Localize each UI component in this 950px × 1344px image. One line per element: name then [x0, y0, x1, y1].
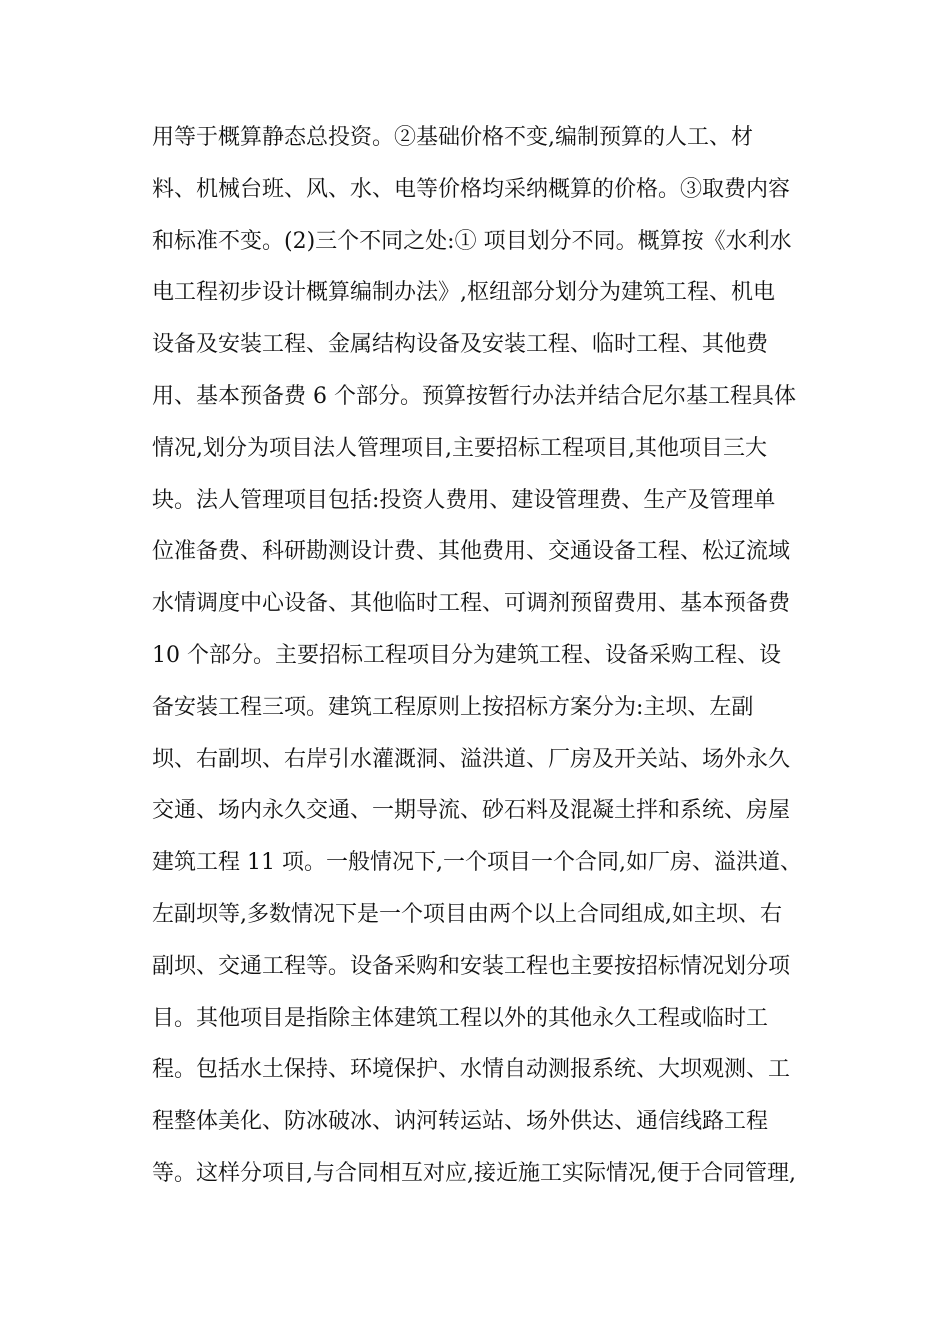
text-line: 水情调度中心设备、其他临时工程、可调剂预留费用、基本预备费 — [152, 591, 791, 617]
text-line: 副坝、交通工程等。设备采购和安装工程也主要按招标情况划分项 — [152, 953, 791, 979]
text-line: 和标准不变。(2)三个不同之处:① 项目划分不同。概算按《水利水 — [152, 228, 792, 254]
text-line: 交通、场内永久交通、一期导流、砂石料及混凝土拌和系统、房屋 — [152, 798, 791, 824]
text-line: 备安装工程三项。建筑工程原则上按招标方案分为:主坝、左副 — [152, 694, 754, 720]
text-line: 目。其他项目是指除主体建筑工程以外的其他永久工程或临时工 — [152, 1005, 769, 1031]
text-line: 设备及安装工程、金属结构设备及安装工程、临时工程、其他费 — [152, 332, 769, 358]
text-line: 块。法人管理项目包括:投资人费用、建设管理费、生产及管理单 — [152, 487, 776, 513]
body-text — [152, 118, 812, 1206]
text-line: 料、机械台班、风、水、电等价格均采纳概算的价格。③取费内容 — [152, 176, 791, 202]
text-line: 用、基本预备费 6 个部分。预算按暂行办法并结合尼尔基工程具体 — [152, 383, 796, 409]
text-line: 用等于概算静态总投资。②基础价格不变,编制预算的人工、材 — [152, 125, 753, 150]
text-line: 等。这样分项目,与合同相互对应,接近施工实际情况,便于合同管理, — [152, 1160, 796, 1186]
text-line: 电工程初步设计概算编制办法》,枢纽部分划分为建筑工程、机电 — [152, 280, 775, 306]
text-line: 坝、右副坝、右岸引水灌溉洞、溢洪道、厂房及开关站、场外永久 — [152, 746, 791, 772]
text-line: 程整体美化、防冰破冰、讷河转运站、场外供达、通信线路工程 — [152, 1109, 769, 1135]
text-line: 情况,划分为项目法人管理项目,主要招标工程项目,其他项目三大 — [152, 435, 767, 461]
text-line: 左副坝等,多数情况下是一个项目由两个以上合同组成,如主坝、右 — [152, 901, 782, 927]
text-line: 位准备费、科研勘测设计费、其他费用、交通设备工程、松辽流域 — [152, 539, 791, 565]
text-line: 程。包括水土保持、环境保护、水情自动测报系统、大坝观测、工 — [152, 1057, 791, 1083]
text-line: 10 个部分。主要招标工程项目分为建筑工程、设备采购工程、设 — [152, 642, 781, 668]
text-line: 建筑工程 11 项。一般情况下,一个项目一个合同,如厂房、溢洪道、 — [152, 850, 802, 876]
